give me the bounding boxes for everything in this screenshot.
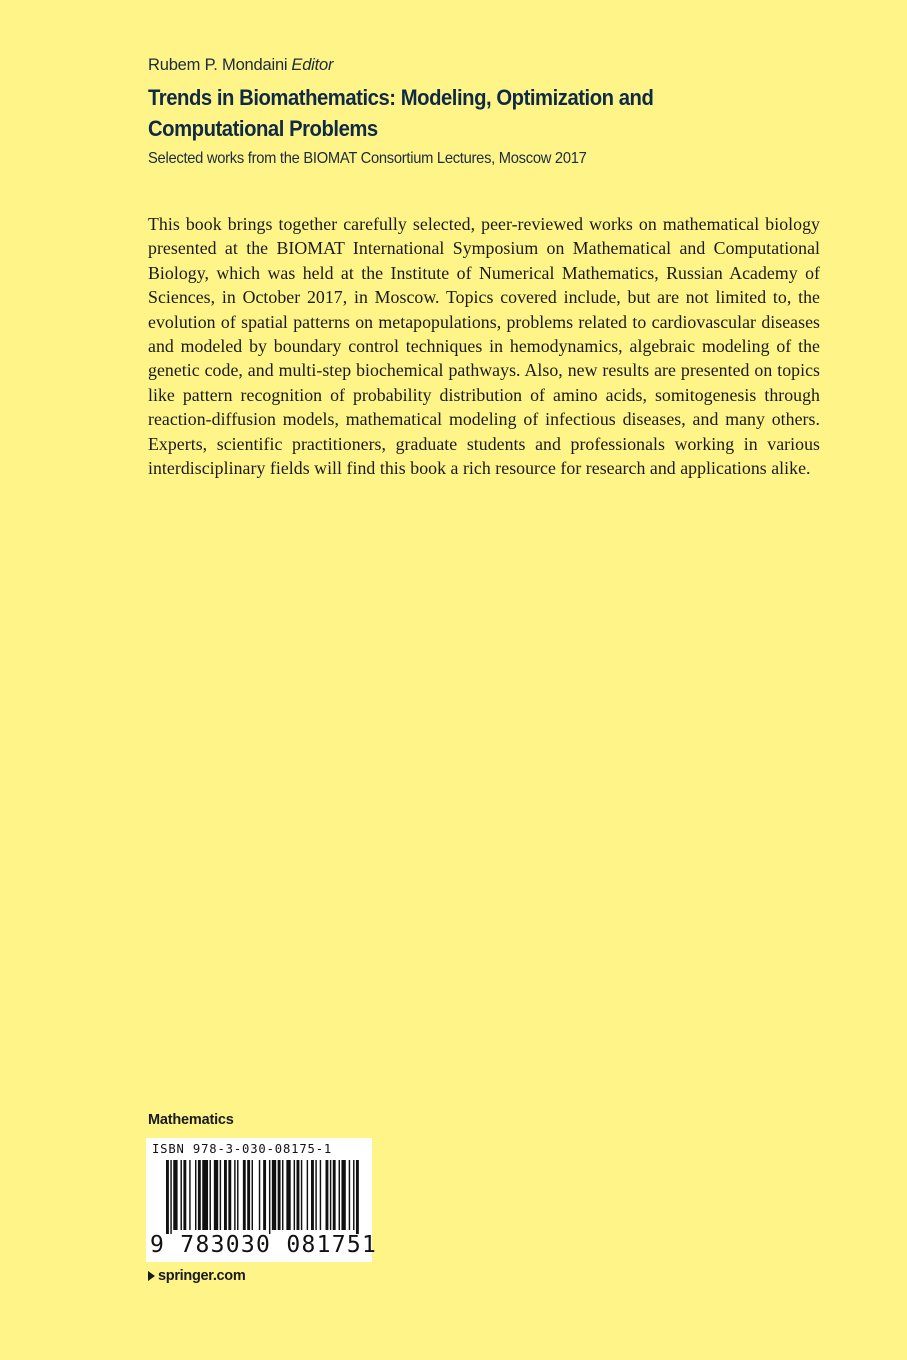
- book-description: This book brings together carefully selected, peer-reviewed works on mathematical biology presented at the BIOMAT International Symposium on Mathematical and Computational Biology, which was held at the Institute of Numerical Mathematics, Russian Academy of Sciences, in October 2017, in Moscow. Topics covered include, but are not limited to, the evolution of spatial patterns on metapopulations, problems related to cardiovascular diseases and modeled by boundary control techniques in hemodynamics, algebraic modeling of the genetic code, and multi-step biochemical pathways. Also, new results are presented on topics like pattern recognition of probability distribution of amino acids, somitogenesis through reaction-diffusion models, mathematical modeling of infectious diseases, and many others. Experts, scientific practitioners, graduate students and professionals working in various interdisciplinary fields will find this book a rich resource for research and applications alike.: [148, 214, 820, 479]
- barcode-bar: [252, 1160, 253, 1230]
- barcode-bar: [311, 1160, 314, 1230]
- barcode-bar: [349, 1160, 350, 1230]
- barcode-bar: [189, 1160, 190, 1230]
- barcode-bar: [263, 1160, 266, 1230]
- barcode-bar: [320, 1160, 321, 1230]
- barcode-bar: [341, 1160, 345, 1230]
- barcode-bar: [353, 1160, 354, 1230]
- barcode-bar: [307, 1160, 308, 1230]
- barcode-bar: [228, 1160, 231, 1230]
- barcode-bar: [315, 1160, 316, 1230]
- isbn-label: ISBN 978-3-030-08175-1: [152, 1142, 333, 1156]
- book-title: Trends in Biomathematics: Modeling, Optimization and Computational Problems: [148, 85, 654, 141]
- barcode-bar: [278, 1160, 281, 1230]
- barcode-bar: [330, 1160, 331, 1230]
- barcode-bar: [282, 1160, 283, 1230]
- editor-role: Editor: [291, 56, 334, 74]
- arrow-right-icon: [148, 1271, 155, 1281]
- barcode-bar: [294, 1160, 295, 1230]
- category-label: Mathematics: [148, 1112, 234, 1128]
- isbn-barcode: [146, 1138, 378, 1262]
- editor-name: Rubem P. Mondaini: [148, 56, 288, 74]
- barcode-bar: [339, 1160, 340, 1230]
- editor-line: [148, 54, 848, 76]
- barcode-bar: [237, 1160, 238, 1230]
- barcode-bar: [259, 1160, 260, 1230]
- barcode-bar: [202, 1160, 208, 1230]
- publisher-site: springer.com: [158, 1268, 246, 1284]
- header: [148, 54, 848, 170]
- publisher-link[interactable]: [148, 1268, 245, 1284]
- barcode-bar: [224, 1160, 227, 1230]
- barcode-bar: [356, 1160, 359, 1234]
- barcode-bar: [166, 1160, 169, 1234]
- barcode-bar: [210, 1160, 211, 1230]
- barcode-bar: [181, 1160, 182, 1230]
- barcode-bar: [247, 1160, 250, 1230]
- barcode-bar: [286, 1160, 290, 1230]
- book-subtitle: Selected works from the BIOMAT Consortium Lectures, Moscow 2017: [148, 150, 587, 167]
- barcode-bar: [297, 1160, 300, 1230]
- barcode-bar: [234, 1160, 235, 1230]
- barcode-bar: [214, 1160, 218, 1230]
- barcode-bar: [173, 1160, 177, 1230]
- barcode-bar: [170, 1160, 171, 1234]
- barcode-bar: [198, 1160, 201, 1230]
- barcode-bar: [269, 1160, 270, 1234]
- barcode-bar: [301, 1160, 302, 1230]
- barcode-bars: [146, 1160, 372, 1234]
- barcode-bar: [183, 1160, 186, 1230]
- barcode-bar: [220, 1160, 221, 1230]
- barcode-bar: [326, 1160, 329, 1230]
- barcode-digits: 9 783030 081751: [150, 1232, 378, 1258]
- barcode-bar: [195, 1160, 196, 1230]
- barcode-bar: [333, 1160, 336, 1230]
- barcode-bar: [272, 1160, 276, 1230]
- barcode-bar: [243, 1160, 246, 1230]
